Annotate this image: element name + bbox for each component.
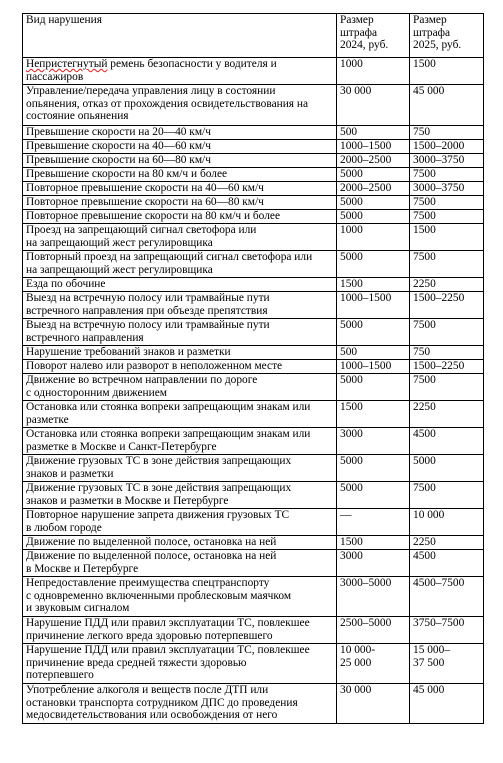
fine-2025-cell: 2250 (410, 401, 484, 428)
fine-2024-cell: 1500 (337, 278, 410, 292)
fine-2024-cell: 5000 (337, 319, 410, 346)
fine-2025-cell: 2250 (410, 278, 484, 292)
fine-2024-cell: 5000 (337, 482, 410, 509)
table-row (23, 536, 484, 550)
table-row (23, 577, 484, 617)
fine-2025-cell: 7500 (410, 482, 484, 509)
violation-cell: Нарушение требований знаков и разметки (23, 346, 337, 360)
header-violation: Вид нарушения (23, 14, 337, 58)
fine-2024-cell: 30 000 (337, 684, 410, 724)
violation-cell: Превышение скорости на 20—40 км/ч (23, 126, 337, 140)
fine-2025-cell: 7500 (410, 374, 484, 401)
fine-2025-cell: 1500 (410, 58, 484, 85)
violation-cell: Непристегнутый ремень безопасности у водителя и пассажиров (23, 58, 337, 85)
fine-2025-cell: 7500 (410, 210, 484, 224)
violation-cell: Повторное превышение скорости на 40—60 км/ч (23, 182, 337, 196)
fines-table (22, 13, 484, 724)
violation-cell: Движение грузовых ТС в зоне действия запрещающих знаков и разметки (23, 455, 337, 482)
violation-cell: Повторное превышение скорости на 60—80 км/ч (23, 196, 337, 210)
fine-2025-cell: 45 000 (410, 684, 484, 724)
fine-2024-cell: 1000 (337, 224, 410, 251)
fine-2025-cell: 10 000 (410, 509, 484, 536)
fine-2025-cell: 2250 (410, 536, 484, 550)
fine-2025-cell: 1500–2250 (410, 360, 484, 374)
fine-2024-cell: 30 000 (337, 85, 410, 126)
fine-2025-cell: 7500 (410, 251, 484, 278)
violation-cell: Движение грузовых ТС в зоне действия запрещающих знаков и разметки в Москве и Петербурге (23, 482, 337, 509)
violation-cell: Остановка или стоянка вопреки запрещающим знакам или разметке (23, 401, 337, 428)
violation-cell: Движение по выделенной полосе, остановка на ней в Москве и Петербурге (23, 550, 337, 577)
violation-cell: Движение во встречном направлении по дороге с односторонним движением (23, 374, 337, 401)
violation-cell: Повторное нарушение запрета движения грузовых ТС в любом городе (23, 509, 337, 536)
table-row (23, 482, 484, 509)
violation-cell: Нарушение ПДД или правил эксплуатации ТС, повлекшее причинение вреда средней тяжести здоровью потерпевшего (23, 644, 337, 684)
fine-2025-cell: 4500–7500 (410, 577, 484, 617)
fine-2024-cell: 5000 (337, 374, 410, 401)
fine-2025-cell: 750 (410, 346, 484, 360)
fine-2024-cell: 5000 (337, 210, 410, 224)
violation-cell: Поворот налево или разворот в неположенном месте (23, 360, 337, 374)
table-row (23, 550, 484, 577)
violation-cell: Управление/передача управления лицу в состоянии опьянения, отказ от прохождения освидетельствования на состояние опьянения (23, 85, 337, 126)
fine-2024-cell: 2000–2500 (337, 154, 410, 168)
violation-cell: Повторное превышение скорости на 80 км/ч и более (23, 210, 337, 224)
table-row (23, 455, 484, 482)
table-row (23, 196, 484, 210)
violation-cell: Превышение скорости на 60—80 км/ч (23, 154, 337, 168)
table-row (23, 374, 484, 401)
fine-2024-cell: 500 (337, 346, 410, 360)
fine-2025-cell: 7500 (410, 168, 484, 182)
fine-2024-cell: 1000–1500 (337, 360, 410, 374)
fine-2025-cell: 45 000 (410, 85, 484, 126)
fine-2025-cell: 750 (410, 126, 484, 140)
violation-cell: Непредоставление преимущества спецтранспорту с одновременно включенными проблесковым маячком и звуковым сигналом (23, 577, 337, 617)
fine-2025-cell: 3000–3750 (410, 154, 484, 168)
violation-cell: Проезд на запрещающий сигнал светофора или на запрещающий жест регулировщика (23, 224, 337, 251)
table-row (23, 224, 484, 251)
fine-2024-cell: 500 (337, 126, 410, 140)
table-row (23, 58, 484, 85)
table-row (23, 401, 484, 428)
fine-2024-cell: 5000 (337, 455, 410, 482)
fine-2024-cell: 1000 (337, 58, 410, 85)
fine-2024-cell: 2500–5000 (337, 617, 410, 644)
fine-2025-cell: 1500 (410, 224, 484, 251)
fine-2025-cell: 3750–7500 (410, 617, 484, 644)
table-row (23, 617, 484, 644)
fine-2025-cell: 4500 (410, 550, 484, 577)
fine-2025-cell: 1500–2250 (410, 292, 484, 319)
table-header-row (23, 14, 484, 58)
table-row (23, 278, 484, 292)
fine-2024-cell: 3000–5000 (337, 577, 410, 617)
table-row (23, 182, 484, 196)
table-row (23, 292, 484, 319)
fine-2024-cell: 5000 (337, 168, 410, 182)
fine-2025-cell: 5000 (410, 455, 484, 482)
violation-cell: Езда по обочине (23, 278, 337, 292)
table-row (23, 346, 484, 360)
fine-2024-cell: 1000–1500 (337, 292, 410, 319)
fine-2024-cell: 2000–2500 (337, 182, 410, 196)
fine-2025-cell: 3000–3750 (410, 182, 484, 196)
fine-2025-cell: 4500 (410, 428, 484, 455)
fine-2025-cell: 7500 (410, 319, 484, 346)
header-fine-2024: Размер штрафа 2024, руб. (337, 14, 410, 58)
spellcheck-underline: Непристегнутый (26, 58, 108, 70)
table-row (23, 428, 484, 455)
table-row (23, 210, 484, 224)
table-row (23, 509, 484, 536)
violation-cell: Остановка или стоянка вопреки запрещающим знакам или разметке в Москве и Санкт-Петербурге (23, 428, 337, 455)
violation-cell: Употребление алкоголя и веществ после ДТП или остановки транспорта сотрудником ДПС до проведения медосвидетельствования или освобождения от него (23, 684, 337, 724)
table-row (23, 85, 484, 126)
violation-cell: Превышение скорости на 80 км/ч и более (23, 168, 337, 182)
table-row (23, 319, 484, 346)
violation-cell: Нарушение ПДД или правил эксплуатации ТС, повлекшее причинение легкого вреда здоровью потерпевшего (23, 617, 337, 644)
fine-2024-cell: 3000 (337, 550, 410, 577)
table-row (23, 168, 484, 182)
table-row (23, 154, 484, 168)
table-row (23, 684, 484, 724)
table-row (23, 644, 484, 684)
fine-2024-cell: — (337, 509, 410, 536)
fine-2024-cell: 1000–1500 (337, 140, 410, 154)
fine-2024-cell: 10 000- 25 000 (337, 644, 410, 684)
fine-2024-cell: 5000 (337, 196, 410, 210)
header-fine-2025: Размер штрафа 2025, руб. (410, 14, 484, 58)
violation-cell: Повторный проезд на запрещающий сигнал светофора или на запрещающий жест регулировщика (23, 251, 337, 278)
violation-cell: Превышение скорости на 40—60 км/ч (23, 140, 337, 154)
fine-2025-cell: 15 000– 37 500 (410, 644, 484, 684)
table-row (23, 140, 484, 154)
fine-2024-cell: 3000 (337, 428, 410, 455)
fine-2024-cell: 1500 (337, 536, 410, 550)
fine-2024-cell: 5000 (337, 251, 410, 278)
fine-2025-cell: 1500–2000 (410, 140, 484, 154)
violation-cell: Выезд на встречную полосу или трамвайные пути встречного направления (23, 319, 337, 346)
violation-cell: Выезд на встречную полосу или трамвайные пути встречного направления при объезде препятствия (23, 292, 337, 319)
table-row (23, 251, 484, 278)
fine-2025-cell: 7500 (410, 196, 484, 210)
table-row (23, 126, 484, 140)
table-row (23, 360, 484, 374)
fine-2024-cell: 1500 (337, 401, 410, 428)
violation-cell: Движение по выделенной полосе, остановка на ней (23, 536, 337, 550)
